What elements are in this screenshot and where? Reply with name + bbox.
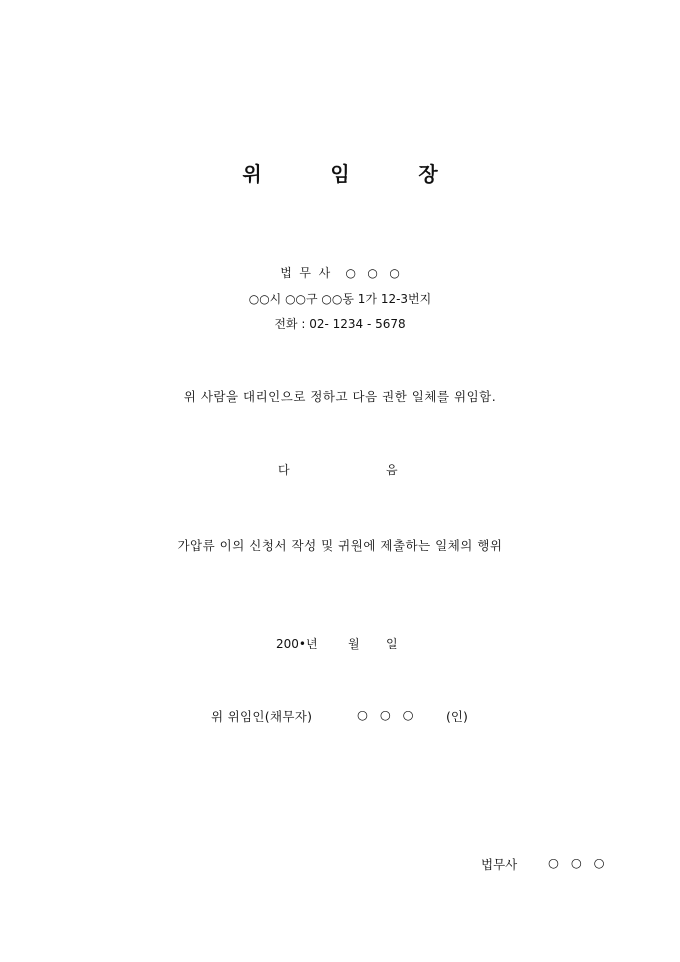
grantor-label: 위 위임인(채무자) — [211, 709, 313, 724]
agent-name: 법 무 사 ○ ○ ○ — [280, 266, 400, 280]
signature-name: ○ ○ ○ — [548, 855, 605, 870]
date-month: 월 — [348, 637, 360, 651]
title-char-2: 임 — [330, 162, 350, 186]
agent-phone: 전화 : 02- 1234 - 5678 — [274, 317, 406, 331]
title-char-3: 장 — [418, 162, 438, 186]
date-day: 일 — [386, 637, 398, 651]
title-char-1: 위 — [242, 162, 262, 186]
document-title — [0, 158, 680, 187]
signature-label: 법무사 — [481, 857, 518, 872]
agent-address: ○○시 ○○구 ○○동 1가 12-3번지 — [248, 292, 432, 306]
heading-char-2: 음 — [386, 463, 398, 477]
delegation-statement: 위 사람을 대리인으로 정하고 다음 권한 일체를 위임함. — [183, 389, 497, 404]
heading-char-1: 다 — [278, 463, 290, 477]
grantor-seal: (인) — [446, 709, 468, 724]
grantor-name: ○ ○ ○ — [357, 707, 414, 722]
date-year: 200•년 — [276, 637, 318, 651]
delegated-scope: 가압류 이의 신청서 작성 및 귀원에 제출하는 일체의 행위 — [177, 538, 503, 553]
